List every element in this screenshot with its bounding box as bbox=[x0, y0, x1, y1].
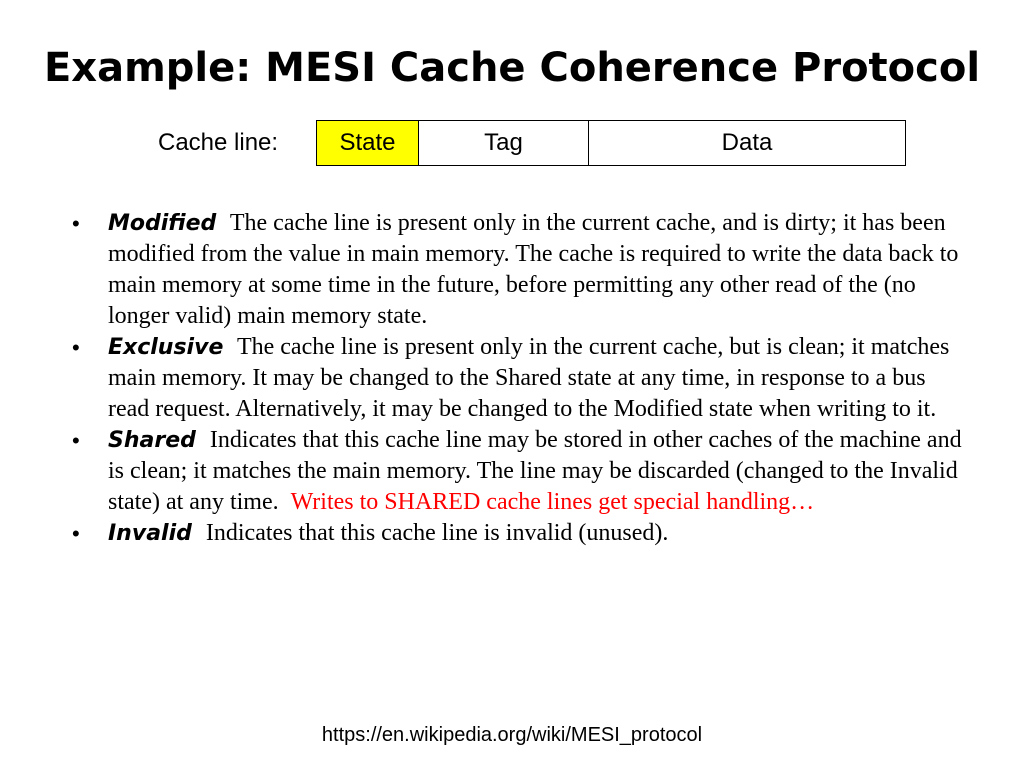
description-invalid: Indicates that this cache line is invalid (unused). bbox=[205, 520, 669, 546]
cache-cell-tag: Tag bbox=[419, 121, 589, 165]
bullet-list bbox=[72, 208, 972, 549]
bullet-exclusive bbox=[72, 332, 972, 425]
term-exclusive: Exclusive bbox=[108, 335, 224, 360]
description-modified: The cache line is present only in the current cache, and is dirty; it has been modified from the value in main memory. The cache is required to write the data back to main memory at some time in the future, before permitting any other read of the (no longer valid) main memory state. bbox=[108, 210, 959, 329]
cache-cell-data: Data bbox=[721, 129, 773, 156]
bullet-invalid bbox=[72, 518, 972, 549]
term-shared: Shared bbox=[108, 428, 196, 453]
source-url: https://en.wikipedia.org/wiki/MESI_protocol bbox=[321, 724, 703, 746]
bullet-modified bbox=[72, 208, 972, 332]
term-invalid: Invalid bbox=[108, 521, 192, 546]
bullet-symbol: • bbox=[72, 521, 80, 546]
slide-title: Example: MESI Cache Coherence Protocol bbox=[43, 45, 981, 91]
description-shared: Indicates that this cache line may be stored in other caches of the machine and is clean; it matches the main memory. The line may be discarded (changed to the Invalid state) at any time. bbox=[108, 427, 962, 515]
bullet-symbol: • bbox=[72, 335, 80, 360]
bullet-symbol: • bbox=[72, 428, 80, 453]
cache-line-label: Cache line: bbox=[158, 129, 279, 156]
cache-cell-state: State bbox=[317, 121, 419, 165]
cache-line-diagram bbox=[158, 120, 906, 166]
term-modified: Modified bbox=[108, 211, 217, 236]
bullet-shared bbox=[72, 425, 972, 518]
description-exclusive: The cache line is present only in the current cache, but is clean; it matches main memory. It may be changed to the Shared state at any time, in response to a bus read request. Alternatively, it may be changed to the Modified state when writing to it. bbox=[108, 334, 950, 422]
bullet-symbol: • bbox=[72, 211, 80, 236]
cache-line-box bbox=[316, 120, 906, 166]
shared-warning-note: Writes to SHARED cache lines get special handling… bbox=[290, 489, 815, 515]
